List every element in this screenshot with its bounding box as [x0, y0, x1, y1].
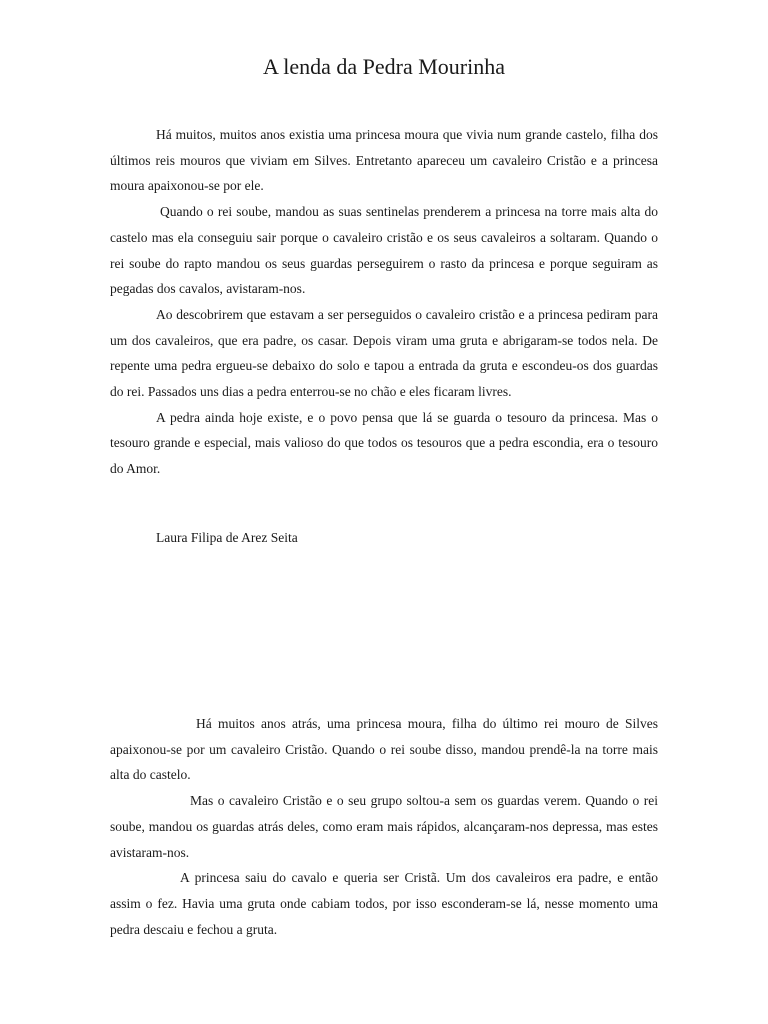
paragraph: Ao descobrirem que estavam a ser perseguidos o cavaleiro cristão e a princesa pediram para um dos cavaleiros, que era padre, os casar. Depois viram uma gruta e abrigaram-se todos nela. De repente uma pedra ergueu-se debaixo do solo e tapou a entrada da gruta e escondeu-os dos guardas do rei. Passados uns dias a pedra enterrou-se no chão e eles ficaram livres. — [110, 306, 658, 400]
paragraph: Há muitos anos atrás, uma princesa moura, filha do último rei mouro de Silves apaixonou-se por um cavaleiro Cristão. Quando o rei soube disso, mandou prendê-la na torre mais alta do castelo. — [110, 716, 658, 783]
story-section-2 — [110, 711, 658, 942]
paragraph: Há muitos, muitos anos existia uma princesa moura que vivia num grande castelo, filha dos últimos reis mouros que viviam em Silves. Entretanto apareceu um cavaleiro Cristão e a princesa moura apaixonou-se por ele. — [110, 127, 658, 194]
paragraph: A pedra ainda hoje existe, e o povo pensa que lá se guarda o tesouro da princesa. Mas o tesouro grande e especial, mais valioso do que todos os tesouros que a pedra escondia, era o tesouro do Amor. — [110, 409, 658, 477]
paragraph: A princesa saiu do cavalo e queria ser Cristã. Um dos cavaleiros era padre, e então assim o fez. Havia uma gruta onde cabiam todos, por isso esconderam-se lá, nesse momento uma pedra descaiu e fechou a gruta. — [110, 870, 658, 937]
paragraph: Quando o rei soube, mandou as suas sentinelas prenderem a princesa na torre mais alta do castelo mas ela conseguiu sair porque o cavaleiro cristão e os seus cavaleiros a soltaram. Quando o rei soube do rapto mandou os seus guardas perseguirem o rasto da princesa e porque seguiram as pegadas dos cavalos, avistaram-nos. — [110, 204, 658, 297]
story-section-1 — [110, 122, 658, 482]
author-name: Laura Filipa de Arez Seita — [156, 530, 298, 545]
document-title: A lenda da Pedra Mourinha — [263, 54, 505, 79]
paragraph: Mas o cavaleiro Cristão e o seu grupo soltou-a sem os guardas verem. Quando o rei soube, mandou os guardas atrás deles, como eram mais rápidos, alcançaram-nos depressa, mas estes avistaram-nos. — [110, 793, 658, 860]
